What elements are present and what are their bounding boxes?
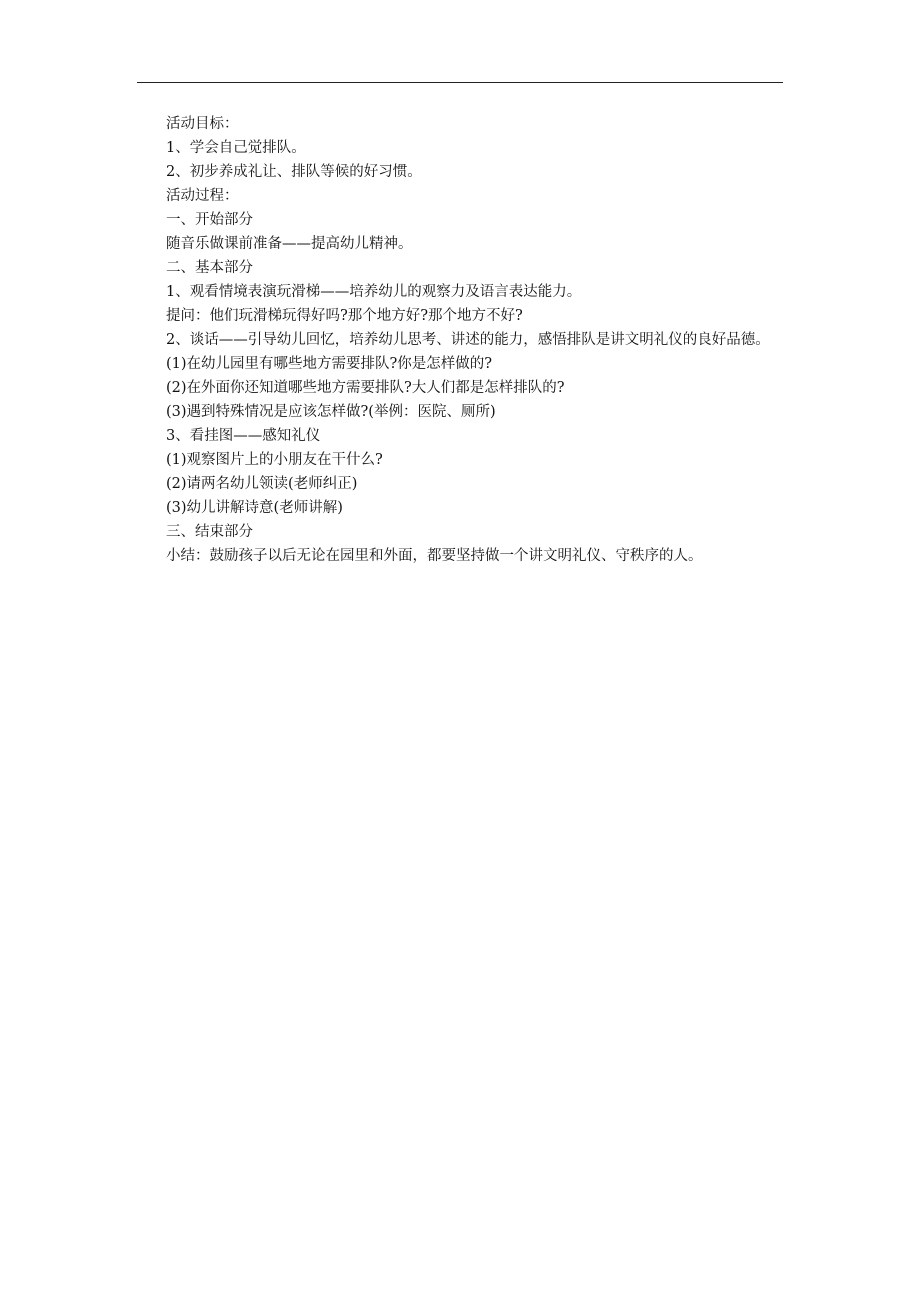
list-item: (2)请两名幼儿领读(老师纠正) xyxy=(166,476,358,492)
list-item: (1)观察图片上的小朋友在干什么? xyxy=(166,452,383,468)
section-heading-goals: 活动目标： xyxy=(166,116,239,132)
list-item: (2)在外面你还知道哪些地方需要排队?大人们都是怎样排队的? xyxy=(166,380,565,396)
part-heading-end: 三、结束部分 xyxy=(166,524,253,540)
text-line: 3、看挂图——感知礼仪 xyxy=(166,428,321,444)
goal-item-2: 2、初步养成礼让、排队等候的好习惯。 xyxy=(166,164,422,180)
text-line: 提问：他们玩滑梯玩得好吗?那个地方好?那个地方不好? xyxy=(166,308,523,324)
header-rule xyxy=(137,82,783,83)
document-body xyxy=(137,112,783,568)
text-line: 1、观看情境表演玩滑梯——培养幼儿的观察力及语言表达能力。 xyxy=(166,284,582,300)
part-heading-start: 一、开始部分 xyxy=(166,212,253,228)
list-item: (1)在幼儿园里有哪些地方需要排队?你是怎样做的? xyxy=(166,356,493,372)
goal-item-1: 1、学会自己觉排队。 xyxy=(166,140,306,156)
list-item: (3)幼儿讲解诗意(老师讲解) xyxy=(166,500,343,516)
list-item: (3)遇到特殊情况是应该怎样做?(举例：医院、厕所) xyxy=(166,404,496,420)
text-line: 随音乐做课前准备——提高幼儿精神。 xyxy=(166,236,413,252)
text-paragraph: 2、谈话——引导幼儿回忆，培养幼儿思考、讲述的能力，感悟排队是讲文明礼仪的良好品德。 xyxy=(166,332,770,348)
summary-line: 小结：鼓励孩子以后无论在园里和外面，都要坚持做一个讲文明礼仪、守秩序的人。 xyxy=(166,548,703,564)
section-heading-process: 活动过程： xyxy=(166,188,239,204)
part-heading-basic: 二、基本部分 xyxy=(166,260,253,276)
